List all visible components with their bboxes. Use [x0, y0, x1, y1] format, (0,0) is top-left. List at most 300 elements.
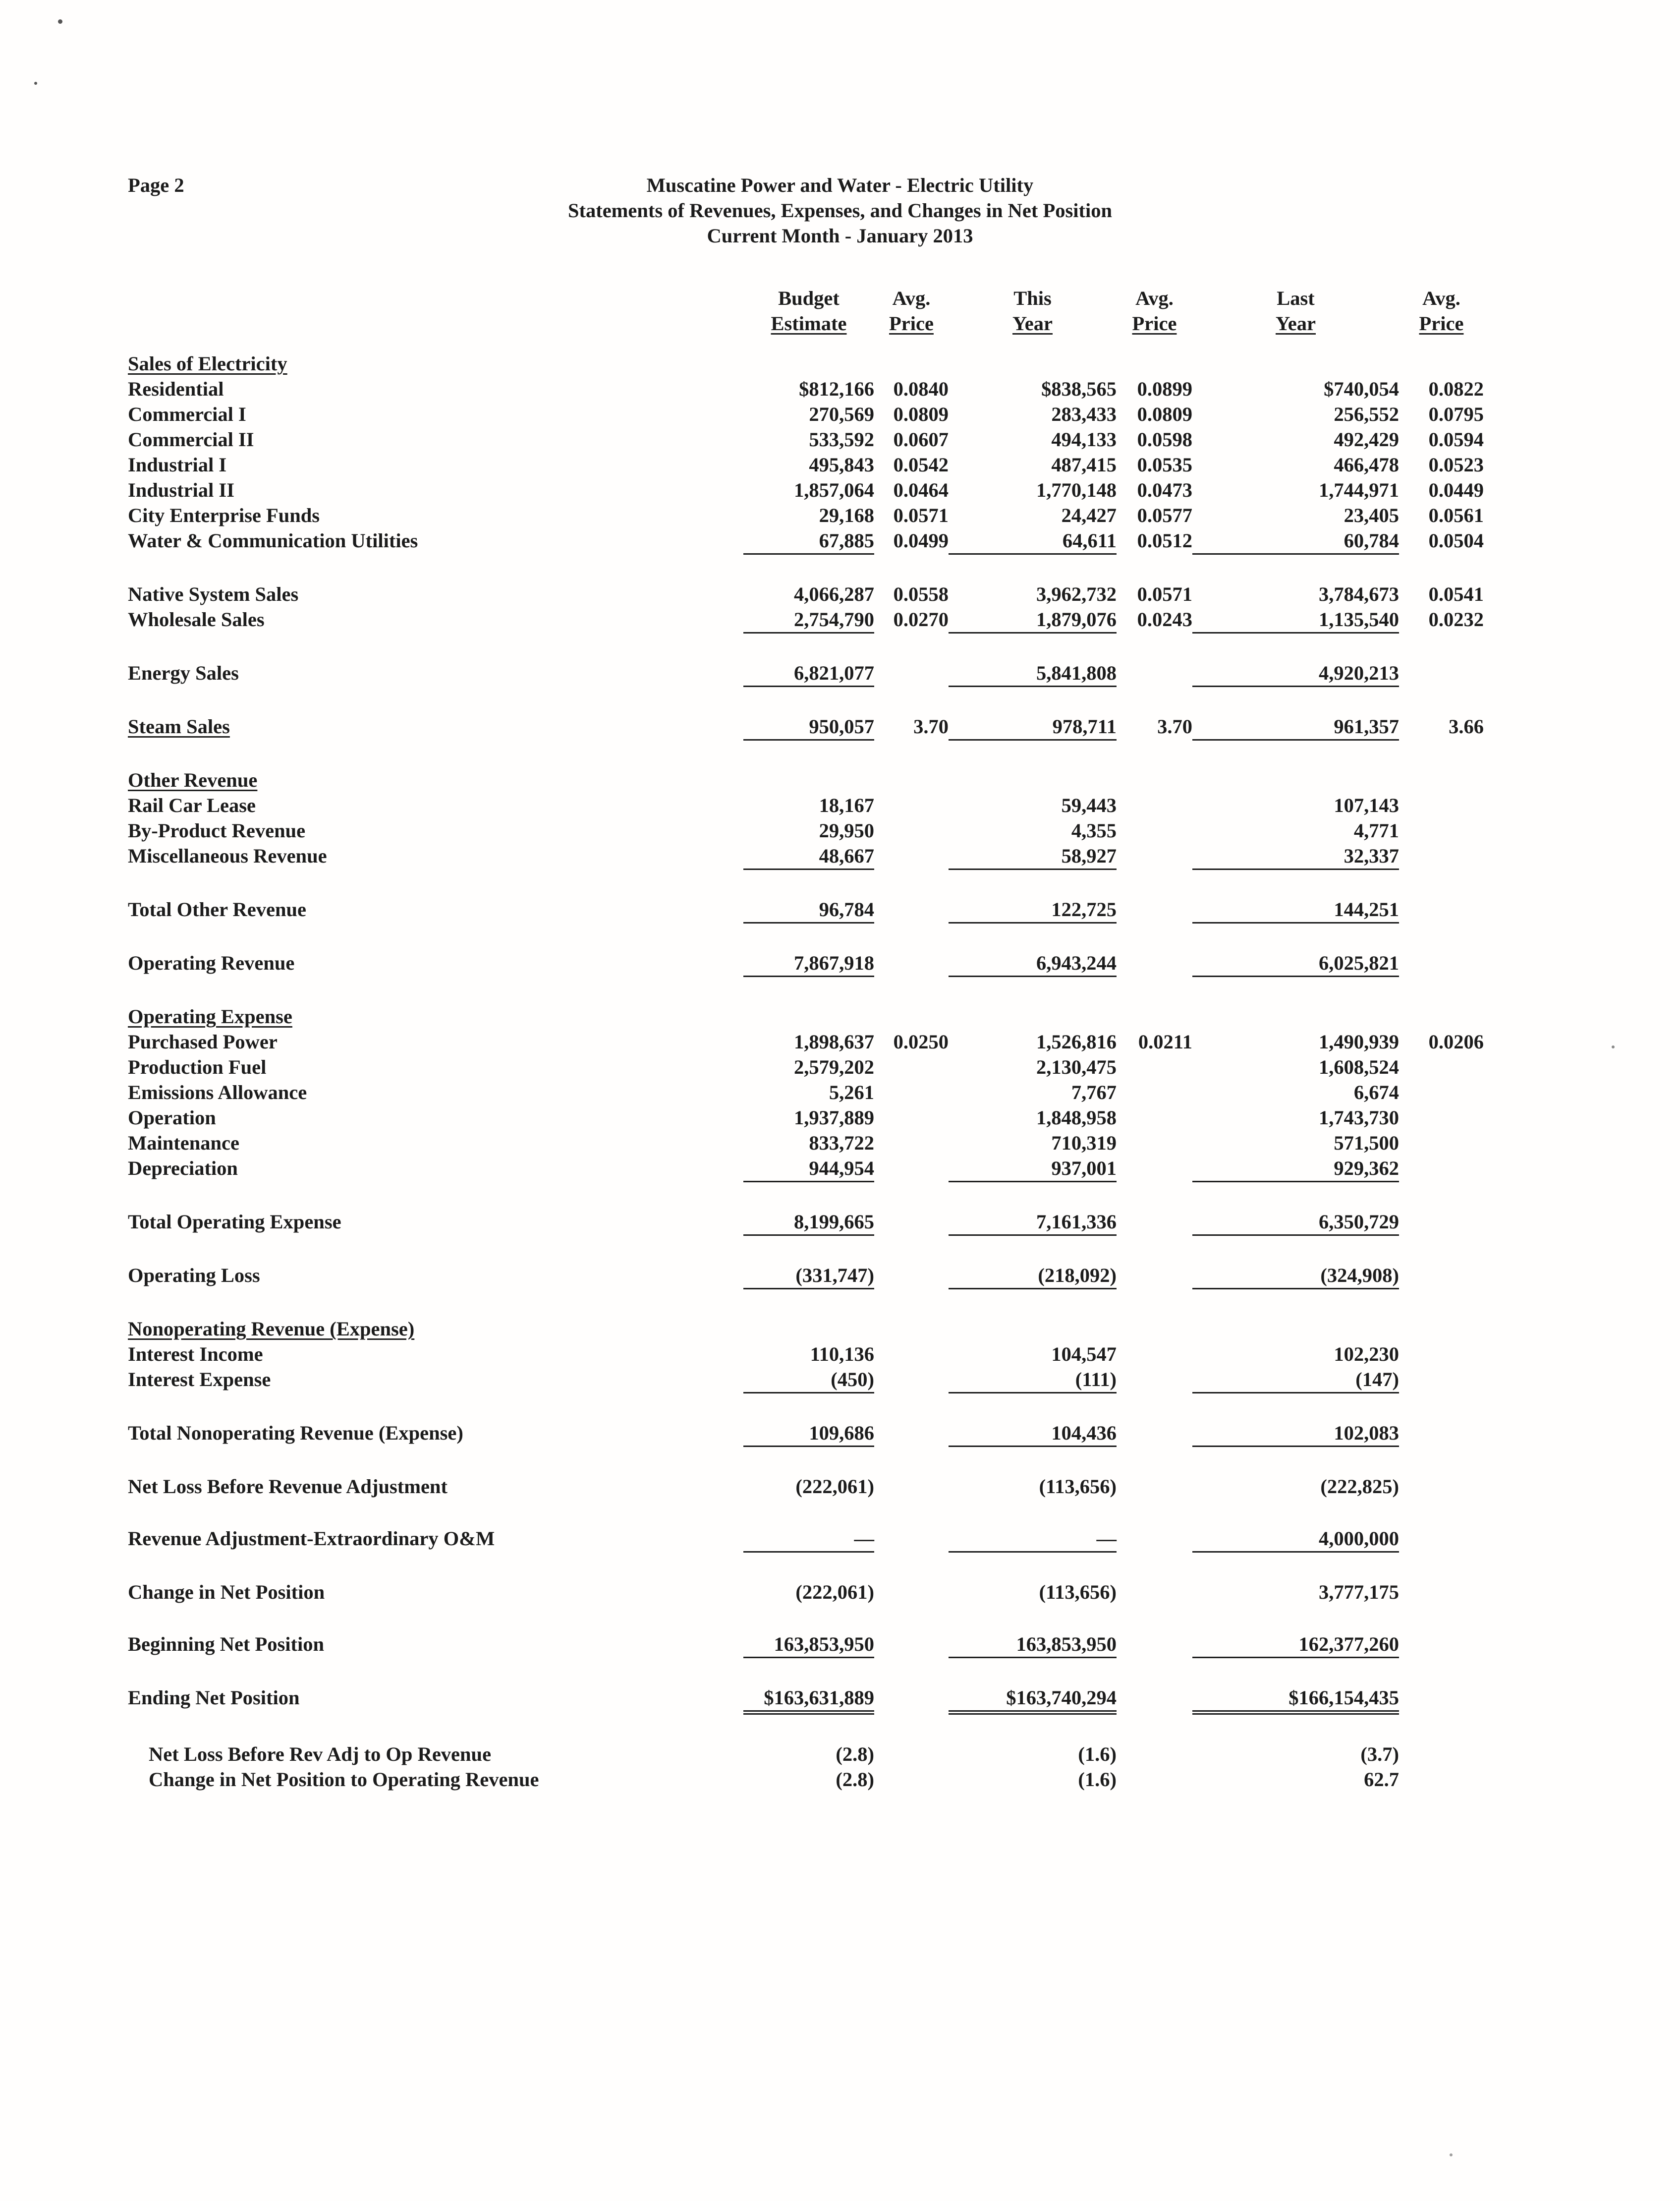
cell-last-year: (324,908) [1192, 1263, 1399, 1289]
cell-avg-price-1 [874, 1080, 949, 1105]
cell-avg-price-3 [1399, 1105, 1484, 1130]
cell-avg-price-2 [1117, 351, 1192, 376]
cell-avg-price-2 [1117, 818, 1192, 843]
cell-avg-price-1 [874, 1579, 949, 1605]
cell-avg-price-3: 0.0541 [1428, 583, 1484, 605]
cell-avg-price-2: 0.0512 [1137, 529, 1192, 552]
row-label: Steam Sales [128, 715, 230, 738]
row-label: Interest Income [128, 1343, 263, 1365]
cell-last-year: 4,920,213 [1192, 660, 1399, 687]
row-label: Sales of Electricity [128, 352, 287, 375]
row-label: Emissions Allowance [128, 1081, 307, 1103]
cell-last-year: 492,429 [1334, 428, 1399, 451]
row-net-loss-before-revenue-adjustment [128, 1474, 1484, 1499]
cell-avg-price-2 [1117, 1474, 1192, 1499]
row-label: Miscellaneous Revenue [128, 845, 327, 867]
statement-table [128, 286, 1484, 1792]
cell-avg-price-2 [1117, 1156, 1192, 1182]
cell-avg-price-3: 0.0206 [1428, 1031, 1484, 1053]
cell-budget-estimate: 2,754,790 [743, 607, 874, 634]
cell-avg-price-3 [1399, 1341, 1484, 1367]
row-industrial-ii [128, 477, 1484, 503]
cell-avg-price-2 [1117, 1526, 1192, 1553]
row-label: Rail Car Lease [128, 794, 256, 816]
cell-this-year: 1,848,958 [1036, 1106, 1117, 1129]
cell-last-year: 929,362 [1192, 1156, 1399, 1182]
cell-avg-price-3: 0.0504 [1428, 529, 1484, 552]
cell-avg-price-2 [1117, 767, 1192, 793]
cell-avg-price-1 [874, 843, 949, 870]
cell-avg-price-3 [1399, 1054, 1484, 1080]
cell-last-year: 6,674 [1353, 1081, 1399, 1103]
row-label: Net Loss Before Revenue Adjustment [128, 1475, 448, 1498]
row-label: Maintenance [128, 1132, 239, 1154]
cell-avg-price-3 [1399, 1474, 1484, 1499]
cell-avg-price-1: 0.0809 [893, 403, 949, 425]
cell-avg-price-2 [1117, 1767, 1192, 1792]
cell-this-year: $163,740,294 [949, 1685, 1117, 1715]
cell-this-year: (111) [949, 1367, 1117, 1393]
cell-avg-price-1 [874, 1004, 949, 1029]
statement-rows [128, 351, 1484, 1792]
cell-avg-price-1 [874, 767, 949, 793]
cell-this-year [949, 767, 1117, 793]
cell-avg-price-1 [874, 1130, 949, 1156]
cell-budget-estimate: 163,853,950 [743, 1631, 874, 1658]
row-rail-car-lease [128, 793, 1484, 818]
cell-avg-price-3 [1399, 1316, 1484, 1341]
row-purchased-power [128, 1029, 1484, 1054]
row-label: Operating Revenue [128, 952, 295, 974]
cell-this-year: (1.6) [1078, 1743, 1117, 1765]
cell-budget-estimate: 4,066,287 [794, 583, 874, 605]
row-operation [128, 1105, 1484, 1130]
cell-this-year: 283,433 [1051, 403, 1117, 425]
cell-last-year: 1,743,730 [1319, 1106, 1399, 1129]
cell-budget-estimate [743, 1316, 874, 1341]
cell-budget-estimate: 6,821,077 [743, 660, 874, 687]
cell-avg-price-2 [1117, 1341, 1192, 1367]
cell-last-year: 4,771 [1353, 819, 1399, 842]
cell-this-year: 104,547 [1051, 1343, 1117, 1365]
cell-avg-price-3 [1399, 351, 1484, 376]
cell-budget-estimate: 67,885 [743, 528, 874, 555]
cell-avg-price-3 [1399, 1767, 1484, 1792]
column-header-line1: Avg. [1422, 287, 1460, 309]
cell-budget-estimate: 944,954 [743, 1156, 874, 1182]
cell-avg-price-3: 0.0795 [1428, 403, 1484, 425]
cell-avg-price-3 [1399, 1156, 1484, 1182]
row-net-loss-before-rev-adj-to-op-revenue [128, 1741, 1484, 1767]
cell-this-year: 122,725 [949, 897, 1117, 924]
cell-avg-price-3: 0.0232 [1428, 608, 1484, 631]
cell-avg-price-3 [1399, 1263, 1484, 1289]
column-header-line2: Price [889, 312, 934, 335]
cell-avg-price-1: 0.0250 [893, 1031, 949, 1053]
row-interest-expense [128, 1367, 1484, 1393]
cell-last-year: 4,000,000 [1192, 1526, 1399, 1553]
cell-this-year: (218,092) [949, 1263, 1117, 1289]
cell-budget-estimate: — [743, 1526, 874, 1553]
cell-budget-estimate: 1,937,889 [794, 1106, 874, 1129]
cell-avg-price-1 [874, 1685, 949, 1715]
cell-last-year: 23,405 [1344, 504, 1399, 526]
cell-avg-price-3 [1399, 1685, 1484, 1715]
cell-avg-price-1 [874, 1367, 949, 1393]
row-native-system-sales [128, 581, 1484, 607]
cell-budget-estimate: (2.8) [836, 1768, 874, 1791]
cell-avg-price-1 [874, 897, 949, 924]
column-header-avg-price-2 [1117, 286, 1192, 336]
cell-avg-price-2 [1117, 1209, 1192, 1236]
document-title: Muscatine Power and Water - Electric Utility [646, 174, 1034, 196]
row-beginning-net-position [128, 1631, 1484, 1658]
cell-this-year: 7,161,336 [949, 1209, 1117, 1236]
cell-last-year: 102,230 [1334, 1343, 1399, 1365]
row-change-in-net-position-to-operating-revenue [128, 1767, 1484, 1792]
cell-avg-price-2: 0.0571 [1137, 583, 1192, 605]
cell-avg-price-2 [1117, 1367, 1192, 1393]
cell-avg-price-1 [874, 1105, 949, 1130]
cell-avg-price-2 [1117, 1130, 1192, 1156]
cell-avg-price-1 [874, 660, 949, 687]
cell-budget-estimate: (331,747) [743, 1263, 874, 1289]
column-header-this-year [949, 286, 1117, 336]
cell-this-year: — [949, 1526, 1117, 1553]
cell-avg-price-3 [1399, 767, 1484, 793]
cell-last-year: 3,784,673 [1319, 583, 1399, 605]
cell-this-year: 710,319 [1051, 1132, 1117, 1154]
row-revenue-adjustment-extraordinary-o-m [128, 1526, 1484, 1553]
cell-budget-estimate: 495,843 [809, 454, 874, 476]
cell-avg-price-1 [874, 1156, 949, 1182]
cell-avg-price-1 [874, 1474, 949, 1499]
row-maintenance [128, 1130, 1484, 1156]
cell-avg-price-1 [874, 1767, 949, 1792]
column-header-spacer [128, 286, 743, 336]
row-label: Operating Expense [128, 1005, 292, 1028]
row-label: Interest Expense [128, 1368, 271, 1390]
row-label: Native System Sales [128, 583, 299, 605]
cell-last-year: 3,777,175 [1319, 1581, 1399, 1603]
row-energy-sales [128, 660, 1484, 687]
column-header-line2: Year [1276, 312, 1316, 335]
cell-avg-price-3 [1399, 1526, 1484, 1553]
cell-avg-price-3 [1399, 950, 1484, 977]
page-header [0, 173, 1680, 248]
row-by-product-revenue [128, 818, 1484, 843]
row-label: Change in Net Position [128, 1581, 325, 1603]
cell-budget-estimate: 29,168 [819, 504, 874, 526]
section-sales-of-electricity [128, 351, 1484, 376]
cell-budget-estimate: 7,867,918 [743, 950, 874, 977]
cell-avg-price-1 [874, 351, 949, 376]
cell-this-year: (113,656) [1039, 1475, 1117, 1498]
cell-last-year: (222,825) [1320, 1475, 1399, 1498]
cell-last-year: 961,357 [1192, 714, 1399, 741]
column-header-budget-estimate [743, 286, 874, 336]
cell-last-year: (147) [1192, 1367, 1399, 1393]
document-subtitle: Statements of Revenues, Expenses, and Changes in Net Position [567, 199, 1113, 222]
cell-budget-estimate: 950,057 [743, 714, 874, 741]
column-header-line1: Last [1277, 287, 1315, 309]
cell-avg-price-2: 0.0899 [1137, 378, 1192, 400]
row-ending-net-position [128, 1685, 1484, 1715]
cell-budget-estimate: 2,579,202 [794, 1056, 874, 1078]
cell-avg-price-2 [1117, 1420, 1192, 1447]
cell-avg-price-1 [874, 1420, 949, 1447]
row-water-communication-utilities [128, 528, 1484, 555]
cell-avg-price-2 [1117, 1080, 1192, 1105]
cell-avg-price-1: 0.0270 [893, 608, 949, 631]
cell-avg-price-1 [874, 818, 949, 843]
cell-last-year: 256,552 [1334, 403, 1399, 425]
cell-this-year: 2,130,475 [1036, 1056, 1117, 1078]
row-label: Residential [128, 378, 224, 400]
cell-budget-estimate: 48,667 [743, 843, 874, 870]
cell-avg-price-2 [1117, 1263, 1192, 1289]
cell-this-year: 5,841,808 [949, 660, 1117, 687]
cell-budget-estimate: (2.8) [836, 1743, 874, 1765]
cell-this-year: 1,526,816 [1036, 1031, 1117, 1053]
cell-avg-price-2 [1117, 1054, 1192, 1080]
cell-avg-price-1: 0.0464 [893, 479, 949, 501]
row-total-nonoperating-revenue-expense [128, 1420, 1484, 1447]
cell-avg-price-2 [1117, 1631, 1192, 1658]
section-nonoperating-revenue-expense [128, 1316, 1484, 1341]
column-headers [128, 286, 1484, 336]
row-city-enterprise-funds [128, 503, 1484, 528]
cell-avg-price-1: 3.70 [913, 715, 949, 738]
cell-last-year [1192, 351, 1399, 376]
cell-avg-price-1 [874, 1631, 949, 1658]
cell-avg-price-1: 0.0840 [893, 378, 949, 400]
cell-avg-price-3: 0.0594 [1428, 428, 1484, 451]
document-period: Current Month - January 2013 [707, 225, 973, 247]
cell-this-year: 163,853,950 [949, 1631, 1117, 1658]
cell-budget-estimate: (450) [743, 1367, 874, 1393]
cell-budget-estimate: 270,569 [809, 403, 874, 425]
cell-avg-price-3: 0.0561 [1428, 504, 1484, 526]
cell-this-year: 494,133 [1051, 428, 1117, 451]
cell-this-year: 4,355 [1071, 819, 1117, 842]
row-total-operating-expense [128, 1209, 1484, 1236]
row-emissions-allowance [128, 1080, 1484, 1105]
row-label: Purchased Power [128, 1031, 278, 1053]
cell-this-year: 487,415 [1051, 454, 1117, 476]
cell-budget-estimate [743, 767, 874, 793]
cell-avg-price-1 [874, 1316, 949, 1341]
row-label: Depreciation [128, 1157, 238, 1179]
cell-last-year: 162,377,260 [1192, 1631, 1399, 1658]
cell-budget-estimate: 833,722 [809, 1132, 874, 1154]
row-label: Other Revenue [128, 769, 258, 791]
cell-avg-price-3 [1399, 1367, 1484, 1393]
cell-this-year: 6,943,244 [949, 950, 1117, 977]
row-label: Industrial I [128, 454, 227, 476]
row-label: Commercial I [128, 403, 246, 425]
cell-avg-price-3 [1399, 1741, 1484, 1767]
column-header-line1: Budget [778, 287, 840, 309]
cell-avg-price-2: 3.70 [1157, 715, 1192, 738]
cell-this-year: 24,427 [1061, 504, 1117, 526]
cell-last-year [1192, 1004, 1399, 1029]
row-label: Energy Sales [128, 662, 239, 684]
cell-budget-estimate: 533,592 [809, 428, 874, 451]
row-label: Change in Net Position to Operating Revenue [149, 1768, 539, 1791]
cell-last-year: 1,744,971 [1319, 479, 1399, 501]
row-change-in-net-position [128, 1579, 1484, 1605]
cell-avg-price-2: 0.0577 [1137, 504, 1192, 526]
row-label: By-Product Revenue [128, 819, 306, 842]
cell-last-year [1192, 1316, 1399, 1341]
column-header-last-year [1192, 286, 1399, 336]
cell-avg-price-3 [1399, 660, 1484, 687]
cell-last-year: 466,478 [1334, 454, 1399, 476]
cell-avg-price-2 [1117, 1004, 1192, 1029]
cell-avg-price-2: 0.0211 [1138, 1031, 1192, 1053]
cell-budget-estimate: 5,261 [829, 1081, 874, 1103]
cell-avg-price-3 [1399, 1004, 1484, 1029]
cell-avg-price-3 [1399, 843, 1484, 870]
cell-avg-price-3 [1399, 897, 1484, 924]
column-header-line2: Price [1132, 312, 1177, 335]
cell-last-year: 102,083 [1192, 1420, 1399, 1447]
cell-this-year: 64,611 [949, 528, 1117, 555]
cell-avg-price-3 [1399, 1420, 1484, 1447]
cell-this-year: 58,927 [949, 843, 1117, 870]
scan-artifact-dot [34, 82, 37, 85]
cell-last-year: 1,135,540 [1192, 607, 1399, 634]
cell-avg-price-1 [874, 1526, 949, 1553]
column-header-avg-price-1 [874, 286, 949, 336]
cell-this-year: 3,962,732 [1036, 583, 1117, 605]
column-header-line1: Avg. [892, 287, 931, 309]
cell-budget-estimate: 110,136 [810, 1343, 874, 1365]
cell-last-year: 107,143 [1334, 794, 1399, 816]
cell-avg-price-2: 0.0535 [1137, 454, 1192, 476]
cell-avg-price-1 [874, 1054, 949, 1080]
cell-last-year: $166,154,435 [1192, 1685, 1399, 1715]
cell-avg-price-1: 0.0571 [893, 504, 949, 526]
cell-avg-price-3 [1399, 1209, 1484, 1236]
row-commercial-ii [128, 427, 1484, 452]
cell-this-year: 104,436 [949, 1420, 1117, 1447]
row-depreciation [128, 1156, 1484, 1182]
section-other-revenue [128, 767, 1484, 793]
cell-budget-estimate [743, 351, 874, 376]
cell-avg-price-2: 0.0473 [1137, 479, 1192, 501]
cell-avg-price-2 [1117, 1741, 1192, 1767]
cell-last-year: 1,490,939 [1319, 1031, 1399, 1053]
row-label: Industrial II [128, 479, 234, 501]
cell-this-year: 978,711 [949, 714, 1117, 741]
cell-avg-price-1 [874, 950, 949, 977]
row-label: Total Other Revenue [128, 898, 306, 921]
cell-last-year: 6,350,729 [1192, 1209, 1399, 1236]
cell-avg-price-3 [1399, 1579, 1484, 1605]
cell-avg-price-3: 0.0449 [1428, 479, 1484, 501]
row-label: Ending Net Position [128, 1686, 300, 1709]
cell-last-year: 1,608,524 [1319, 1056, 1399, 1078]
cell-budget-estimate: 8,199,665 [743, 1209, 874, 1236]
row-label: Beginning Net Position [128, 1633, 325, 1655]
row-miscellaneous-revenue [128, 843, 1484, 870]
cell-avg-price-2 [1117, 897, 1192, 924]
cell-budget-estimate: 1,898,637 [794, 1031, 874, 1053]
row-label: Net Loss Before Rev Adj to Op Revenue [149, 1743, 492, 1765]
column-header-line2: Estimate [771, 312, 847, 335]
cell-avg-price-2 [1117, 950, 1192, 977]
title-block [0, 173, 1680, 248]
row-steam-sales [128, 714, 1484, 741]
cell-avg-price-2 [1117, 843, 1192, 870]
cell-last-year: 60,784 [1192, 528, 1399, 555]
cell-avg-price-2 [1117, 660, 1192, 687]
cell-avg-price-1 [874, 1263, 949, 1289]
section-operating-expense [128, 1004, 1484, 1029]
cell-this-year: 59,443 [1061, 794, 1117, 816]
cell-budget-estimate: 18,167 [819, 794, 874, 816]
cell-avg-price-2 [1117, 1685, 1192, 1715]
cell-avg-price-2 [1117, 1579, 1192, 1605]
row-interest-income [128, 1341, 1484, 1367]
row-label: Revenue Adjustment-Extraordinary O&M [128, 1527, 495, 1550]
row-label: Wholesale Sales [128, 608, 265, 631]
column-header-line1: Avg. [1135, 287, 1174, 309]
cell-avg-price-3 [1399, 1080, 1484, 1105]
cell-avg-price-2: 0.0598 [1137, 428, 1192, 451]
cell-this-year: 1,879,076 [949, 607, 1117, 634]
row-label: Production Fuel [128, 1056, 267, 1078]
cell-avg-price-2 [1117, 1105, 1192, 1130]
cell-avg-price-3: 0.0822 [1428, 378, 1484, 400]
cell-avg-price-3 [1399, 818, 1484, 843]
row-industrial-i [128, 452, 1484, 477]
cell-avg-price-3: 3.66 [1449, 715, 1484, 738]
cell-budget-estimate: 96,784 [743, 897, 874, 924]
row-production-fuel [128, 1054, 1484, 1080]
column-header-avg-price-3 [1399, 286, 1484, 336]
row-operating-revenue [128, 950, 1484, 977]
cell-avg-price-3: 0.0523 [1428, 454, 1484, 476]
row-operating-loss [128, 1263, 1484, 1289]
cell-avg-price-2 [1117, 1316, 1192, 1341]
row-total-other-revenue [128, 897, 1484, 924]
row-label: Operation [128, 1106, 216, 1129]
cell-budget-estimate: 29,950 [819, 819, 874, 842]
cell-this-year: (1.6) [1078, 1768, 1117, 1791]
row-commercial-i [128, 402, 1484, 427]
cell-budget-estimate: 109,686 [743, 1420, 874, 1447]
scan-artifact-dot [58, 19, 62, 24]
cell-avg-price-1 [874, 1341, 949, 1367]
cell-last-year: 6,025,821 [1192, 950, 1399, 977]
row-label: Water & Communication Utilities [128, 529, 418, 552]
row-wholesale-sales [128, 607, 1484, 634]
cell-budget-estimate: (222,061) [795, 1475, 874, 1498]
cell-this-year [949, 1316, 1117, 1341]
page-number: Page 2 [128, 174, 184, 196]
cell-budget-estimate [743, 1004, 874, 1029]
row-label: City Enterprise Funds [128, 504, 320, 526]
cell-avg-price-1 [874, 793, 949, 818]
cell-avg-price-1: 0.0558 [893, 583, 949, 605]
scan-artifact-dot [1612, 1045, 1615, 1048]
cell-budget-estimate: (222,061) [795, 1581, 874, 1603]
cell-budget-estimate: $812,166 [799, 378, 874, 400]
row-label: Nonoperating Revenue (Expense) [128, 1318, 415, 1340]
